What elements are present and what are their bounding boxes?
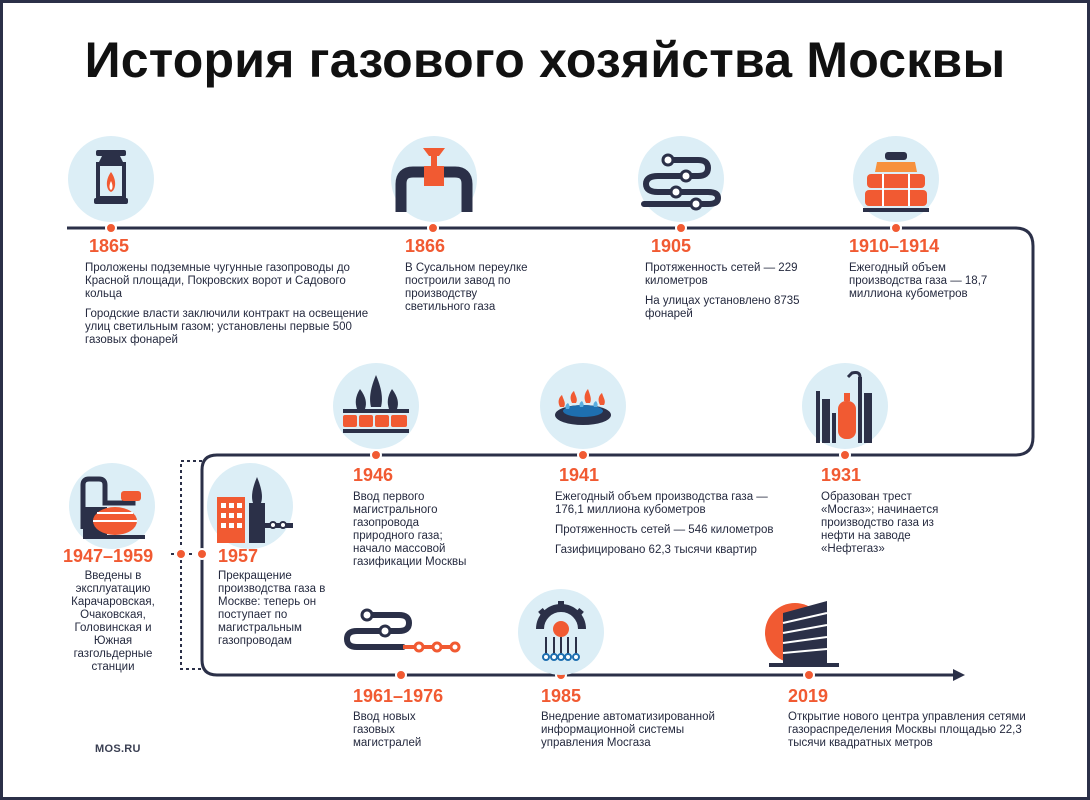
event-text-1905: [645, 262, 800, 328]
year-1905: 1905: [651, 236, 692, 256]
event-line: Ежегодный объем производства газа — 18,7 миллиона кубометров: [849, 262, 988, 300]
gas-mains-icon: [343, 589, 429, 675]
event-text-1910-1914: [849, 262, 989, 308]
event-line: Городские власти заключили контракт на освещение улиц светильным газом; установлены первые 500 газовых фонарей: [85, 308, 369, 346]
gas-tank-icon: [853, 136, 939, 222]
timeline-dot-1865: [106, 223, 116, 233]
event-line: Протяженность сетей — 546 километров: [555, 524, 774, 536]
year-1985: 1985: [541, 686, 582, 706]
page-title: История газового хозяйства Москвы: [84, 32, 1006, 88]
event-line: Открытие нового центра управления сетями газораспределения Москвы площадью 22,3 тысячи квадратных метров: [788, 711, 1026, 749]
year-1941: 1941: [559, 465, 600, 485]
year-1946: 1946: [353, 465, 394, 485]
year-1866: 1866: [405, 236, 446, 256]
event-line: Прекращение производства газа в Москве: теперь он поступает по магистральным газопроводам: [218, 570, 326, 647]
year-2019: 2019: [788, 686, 829, 706]
year-1961-1976: 1961–1976: [353, 686, 444, 706]
event-text-2019: [788, 711, 1048, 757]
event-text-1957: [218, 570, 338, 655]
event-text-1865: [85, 262, 375, 354]
timeline-dot-1866: [428, 223, 438, 233]
event-text-1941: [555, 491, 795, 564]
event-line: Внедрение автоматизированной информационной системы управления Мосгаза: [541, 711, 715, 749]
timeline-dot-1931: [840, 450, 850, 460]
event-text-1946: [353, 491, 483, 576]
automation-gear-icon: [518, 589, 604, 675]
event-line: Протяженность сетей — 229 километров: [645, 262, 798, 287]
year-1931: 1931: [821, 465, 862, 485]
gas-lantern-icon: [68, 136, 154, 222]
event-line: Ввод новых газовых магистралей: [353, 711, 422, 749]
gasholder-station-icon: [69, 463, 155, 549]
event-line: Ежегодный объем производства газа — 176,1 миллиона кубометров: [555, 491, 768, 516]
gas-burner-icon: [540, 363, 626, 449]
control-center-building-icon: [761, 589, 847, 675]
event-text-1931: [821, 491, 961, 563]
timeline-dot-1941: [578, 450, 588, 460]
kremlin-pipeline-icon: [333, 363, 419, 449]
event-line: Образован трест «Мосгаз»; начинается производство газа из нефти на заводе «Нефтегаз»: [821, 491, 939, 555]
event-line: На улицах установлено 8735 фонарей: [645, 295, 800, 320]
city-pipeline-icon: [207, 463, 293, 549]
timeline-dot-1910: [891, 223, 901, 233]
year-1910-1914: 1910–1914: [849, 236, 940, 256]
event-line: Ввод первого магистрального газопровода природного газа; начало массовой газификации Москвы: [353, 491, 467, 568]
pipeline-network-icon: [638, 136, 724, 222]
event-text-1947-1959: [61, 570, 165, 681]
event-line: В Сусальном переулке построили завод по производству светильного газа: [405, 262, 528, 313]
event-line: Проложены подземные чугунные газопроводы до Красной площади, Покровских ворот и Садового кольца: [85, 262, 350, 300]
timeline-dot-1957: [197, 549, 207, 559]
event-text-1961-1976: [353, 711, 443, 757]
timeline-dot-1946: [371, 450, 381, 460]
gas-pipe-valve-icon: [391, 136, 477, 222]
event-text-1985: [541, 711, 741, 757]
refinery-icon: [802, 363, 888, 449]
mos-ru-logo: MOS.RU: [95, 743, 141, 755]
event-text-1866: [405, 262, 545, 321]
event-line: Газифицировано 62,3 тысячи квартир: [555, 544, 757, 556]
year-1947-1959: 1947–1959: [63, 546, 154, 566]
year-1957: 1957: [218, 546, 259, 566]
year-1865: 1865: [89, 236, 130, 256]
timeline-dot-1947: [176, 549, 186, 559]
event-line: Введены в эксплуатацию Карачаровская, Очаковская, Головинская и Южная газгольдерные станции: [71, 570, 155, 673]
timeline-dot-1905: [676, 223, 686, 233]
